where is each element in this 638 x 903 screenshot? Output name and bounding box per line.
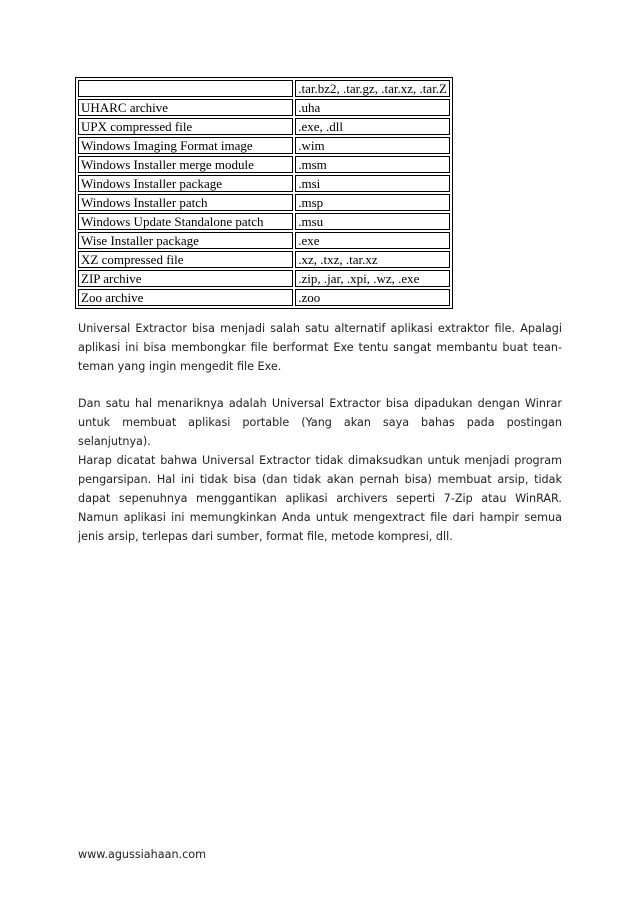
- table-row: [78, 137, 450, 154]
- format-name-cell: UPX compressed file: [78, 118, 293, 135]
- format-name-cell: Windows Installer patch: [78, 194, 293, 211]
- format-name-cell: UHARC archive: [78, 99, 293, 116]
- format-name-cell: Windows Imaging Format image: [78, 137, 293, 154]
- extension-cell: .exe: [295, 232, 450, 249]
- extension-cell: .xz, .txz, .tar.xz: [295, 251, 450, 268]
- format-name-cell: ZIP archive: [78, 270, 293, 287]
- table-row: [78, 251, 450, 268]
- table-row: [78, 80, 450, 97]
- table-row: [78, 194, 450, 211]
- extension-cell: .msi: [295, 175, 450, 192]
- extension-cell: .msp: [295, 194, 450, 211]
- paragraph-intro: Universal Extractor bisa menjadi salah satu alternatif aplikasi extraktor file. Apalagi aplikasi ini bisa membongkar file berformat Exe tentu sangat membantu buat tean-teman yang ingin mengedit file Exe.: [78, 322, 562, 373]
- format-name-cell: Wise Installer package: [78, 232, 293, 249]
- extension-cell: .wim: [295, 137, 450, 154]
- table-row: [78, 270, 450, 287]
- extension-cell: .tar.bz2, .tar.gz, .tar.xz, .tar.Z: [295, 80, 450, 97]
- extension-cell: .uha: [295, 99, 450, 116]
- footer-url: www.agussiahaan.com: [78, 848, 206, 861]
- format-name-cell: Windows Update Standalone patch: [78, 213, 293, 230]
- table-row: [78, 232, 450, 249]
- table-row: [78, 289, 450, 306]
- format-name-cell: XZ compressed file: [78, 251, 293, 268]
- format-name-cell: Zoo archive: [78, 289, 293, 306]
- table-row: [78, 175, 450, 192]
- paragraph-portable: Dan satu hal menariknya adalah Universal Extractor bisa dipadukan dengan Winrar untuk membuat aplikasi portable (Yang akan saya bahas pada postingan selanjutnya).: [78, 397, 562, 448]
- table-row: [78, 118, 450, 135]
- extension-cell: .zoo: [295, 289, 450, 306]
- table-row: [78, 99, 450, 116]
- extension-cell: .msu: [295, 213, 450, 230]
- extension-cell: .exe, .dll: [295, 118, 450, 135]
- extension-cell: .zip, .jar, .xpi, .wz, .exe: [295, 270, 450, 287]
- table-row: [78, 156, 450, 173]
- format-name-cell: Windows Installer merge module: [78, 156, 293, 173]
- table-row: [78, 213, 450, 230]
- paragraph-note: Harap dicatat bahwa Universal Extractor tidak dimaksudkan untuk menjadi program pengarsipan. Hal ini tidak bisa (dan tidak akan pernah bisa) membuat arsip, tidak dapat sepenuhnya menggantikan aplikasi archivers seperti 7-Zip atau WinRAR. Namun aplikasi ini memungkinkan Anda untuk mengextract file dari hampir semua jenis arsip, terlepas dari sumber, format file, metode kompresi, dll.: [78, 454, 562, 543]
- format-name-cell: Windows Installer package: [78, 175, 293, 192]
- extension-cell: .msm: [295, 156, 450, 173]
- format-name-cell: [78, 80, 293, 97]
- file-extension-table: [75, 77, 453, 309]
- table-body: [78, 80, 450, 306]
